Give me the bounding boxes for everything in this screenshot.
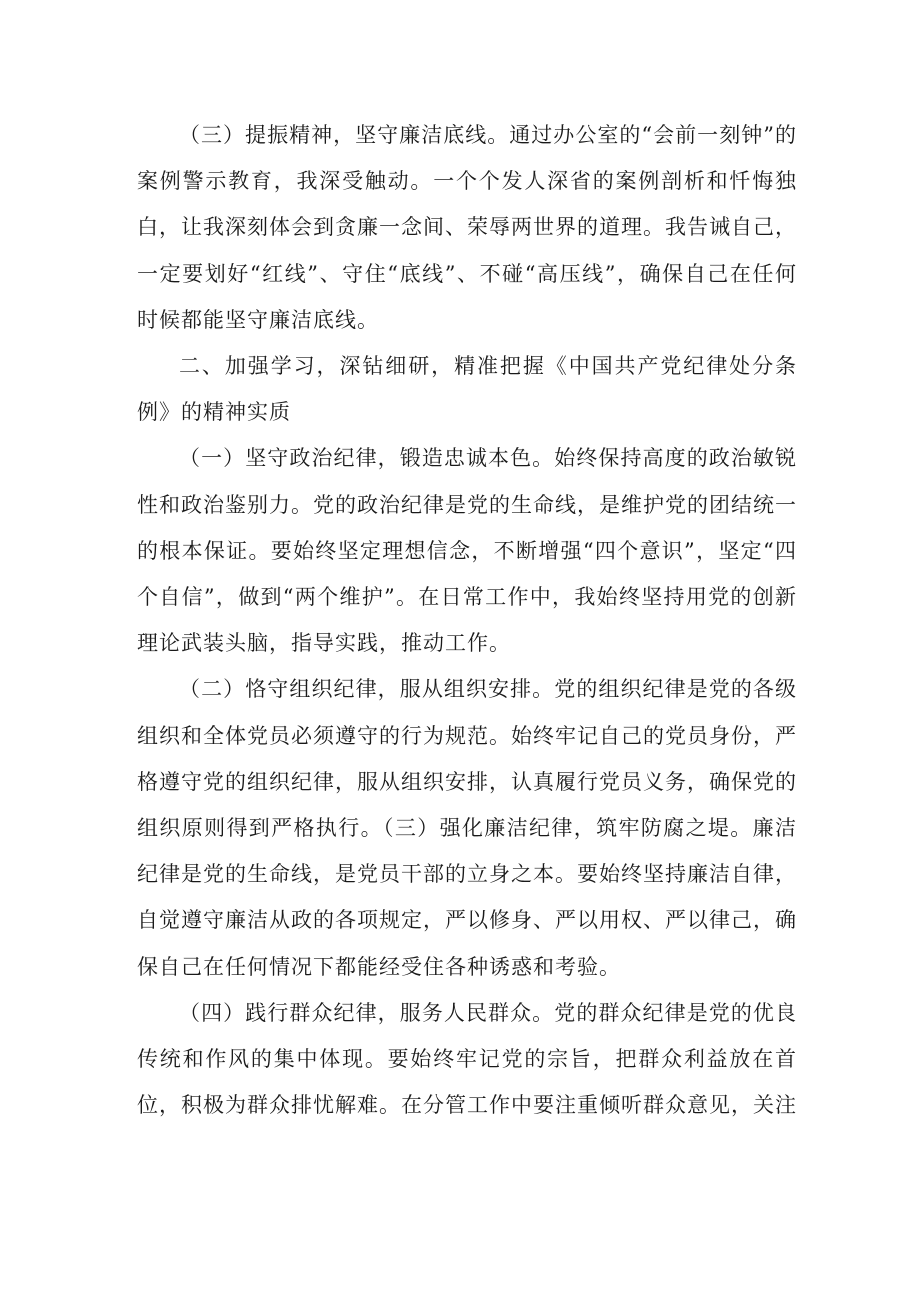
document-body [137,112,797,1128]
paragraph-mass-discipline: （四）践行群众纪律，服务人民群众。党的群众纪律是党的优良传统和作风的集中体现。要始终牢记党的宗旨，把群众利益放在首位，积极为群众排忧解难。在分管工作中要注重倾听群众意见，关注 [137,1000,797,1118]
paragraph-organizational-discipline: （二）恪守组织纪律，服从组织安排。党的组织纪律是党的各级组织和全体党员必须遵守的行为规范。始终牢记自己的党员身份，严格遵守党的组织纪律，服从组织安排，认真履行党员义务，确保党的组织原则得到严格执行。（三）强化廉洁纪律，筑牢防腐之堤。廉洁纪律是党的生命线，是党员干部的立身之本。要始终坚持廉洁自律，自觉遵守廉洁从政的各项规定，严以修身、严以用权、严以律己，确保自己在任何情况下都能经受住各种诱惑和考验。 [137,677,797,979]
section-heading-two: 二、加强学习，深钻细研，精准把握《中国共产党纪律处分条例》的精神实质 [137,354,797,425]
paragraph-integrity-bottom-line: （三）提振精神，坚守廉洁底线。通过办公室的“会前一刻钟”的案例警示教育，我深受触动。一个个发人深省的案例剖析和忏悔独白，让我深刻体会到贪廉一念间、荣辱两世界的道理。我告诫自己，一定要划好“红线”、守住“底线”、不碰“高压线”，确保自己在任何时候都能坚守廉洁底线。 [137,123,797,332]
paragraph-political-discipline: （一）坚守政治纪律，锻造忠诚本色。始终保持高度的政治敏锐性和政治鉴别力。党的政治纪律是党的生命线，是维护党的团结统一的根本保证。要始终坚定理想信念，不断增强“四个意识”，坚定“四个自信”，做到“两个维护”。在日常工作中，我始终坚持用党的创新理论武装头脑，指导实践，推动工作。 [137,446,797,656]
